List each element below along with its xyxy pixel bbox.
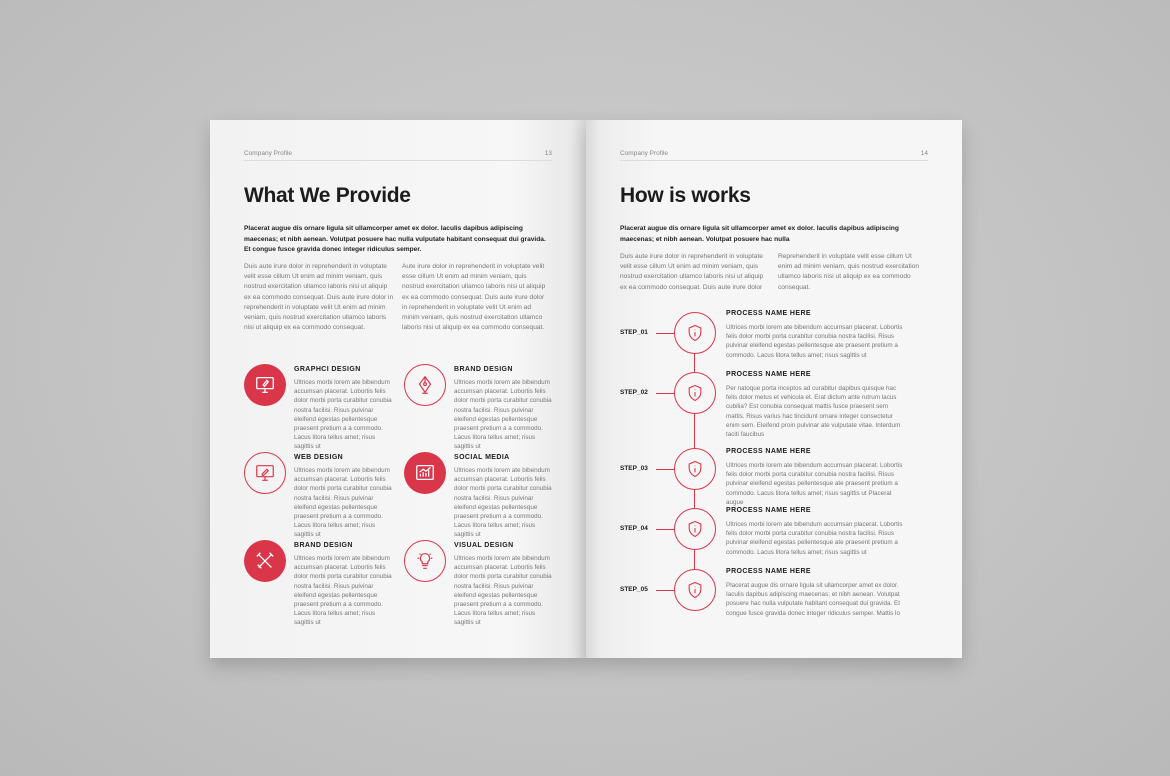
header-divider bbox=[244, 160, 552, 161]
step-connector bbox=[656, 590, 674, 591]
process-description: Per natoque porta inceptos ad curabitur dapibus quisque hac felis dolor metus et vehicula et. Erat dictum ante rutrum lacus cubilia? Est conubia consequat mattis fusce praesent sem mattis. Risus varius hac tincidunt ornare integer consectetur enim sem. Eleifend proin pulvinar ate vulputate vitae. Interdum taciti faucibus bbox=[726, 385, 901, 439]
lead-paragraph: Placerat augue dis ornare ligula sit ullamcorper amet ex dolor. Iaculis dapibus adipiscing maecenas; et nibh aenean. Volutpat posuere hac nulla vulputate habitant consequat dui gravida. Et congue fusce gravida donec integer ridiculus semper. bbox=[244, 225, 546, 253]
body-column-left: Duis aute irure dolor in reprehenderit in voluptate velit esse cillum Ut enim ad minim veniam, quis nostrud exercitation ullamco laboris nisi ut aliquip ex ea commodo consequat. Duis aute irure dolor bbox=[620, 253, 764, 291]
service-title: SOCIAL MEDIA bbox=[454, 454, 510, 461]
service-title: BRAND DESIGN bbox=[454, 366, 513, 373]
service-description: Ultrices morbi lorem ate bibendum accumsan placerat. Lobortis felis dolor morbi porta curabitur conubia nostra facilisi. Risus pulvinar eleifend egestas pellentesque praesent pretium a a commodo. Lacus litora tellus amet; risus sagittis ut bbox=[294, 555, 392, 627]
step-label: STEP_01 bbox=[620, 329, 648, 336]
step-connector bbox=[656, 393, 674, 394]
service-description: Ultrices morbi lorem ate bibendum accumsan placerat. Lobortis felis dolor morbi porta curabitur conubia nostra facilisi. Risus pulvinar eleifend egestas pellentesque praesent pretium a a commodo. Lacus litora tellus amet; risus sagittis ut bbox=[454, 379, 552, 451]
step-connector bbox=[656, 469, 674, 470]
header-label: Company Profile bbox=[620, 150, 669, 157]
process-description: Placerat augue dis ornare ligula sit ullamcorper amet ex dolor. Iaculis dapibus adipiscing maecenas; et nibh aenean. Volutpat posuere hac nulla vulputate habitant consequat dui gravida. Et congue fusce gravida donec integer ridiculus semper. Mattis lo bbox=[726, 582, 900, 617]
page-number: 13 bbox=[544, 150, 552, 157]
service-title: BRAND DESIGN bbox=[294, 542, 353, 549]
process-description: Ultrices morbi lorem ate bibendum accumsan placerat. Lobortis felis dolor morbi porta curabitur conubia nostra facilisi. Risus pulvinar eleifend egestas pellentesque ate praesent pretium a commodo. Lacus litora tellus amet; risus sagittis ut bbox=[726, 521, 903, 556]
step-label: STEP_02 bbox=[620, 389, 648, 396]
service-title: GRAPHCI DESIGN bbox=[294, 366, 361, 373]
shield-info-icon bbox=[674, 569, 716, 611]
service-title: WEB DESIGN bbox=[294, 454, 344, 461]
pencil-ruler-icon bbox=[244, 540, 286, 582]
page-title: What We Provide bbox=[244, 184, 411, 207]
lightbulb-icon bbox=[404, 540, 446, 582]
service-item bbox=[404, 452, 564, 539]
process-description: Ultrices morbi lorem ate bibendum accumsan placerat. Lobortis felis dolor morbi porta curabitur conubia nostra facilisi. Risus pulvinar eleifend egestas pellentesque ate praesent pretium a commodo. Lacus litora tellus amet; risus sagittis ut Placerat augue bbox=[726, 462, 903, 506]
process-title: PROCESS NAME HERE bbox=[726, 448, 811, 455]
process-description: Ultrices morbi lorem ate bibendum accumsan placerat. Lobortis felis dolor morbi porta curabitur conubia nostra facilisi. Risus pulvinar eleifend egestas pellentesque ate praesent pretium a commodo. Lacus litora tellus amet; risus sagittis ut bbox=[726, 324, 903, 359]
page-number: 14 bbox=[920, 150, 928, 157]
step-connector bbox=[656, 333, 674, 334]
service-description: Ultrices morbi lorem ate bibendum accumsan placerat. Lobortis felis dolor morbi porta curabitur conubia nostra facilisi. Risus pulvinar eleifend egestas pellentesque praesent pretium a a commodo. Lacus litora tellus amet; risus sagittis ut bbox=[294, 379, 392, 451]
step-label: STEP_05 bbox=[620, 586, 648, 593]
step-label: STEP_03 bbox=[620, 465, 648, 472]
process-title: PROCESS NAME HERE bbox=[726, 568, 811, 575]
process-title: PROCESS NAME HERE bbox=[726, 310, 811, 317]
body-column-right: Reprehenderit in voluptate velit esse cillum Ut enim ad minim veniam, quis nostrud exercitation ullamco laboris nisi ut aliquip ex ea commodo consequat. bbox=[778, 253, 920, 291]
service-item bbox=[244, 452, 404, 539]
brochure-spread bbox=[210, 120, 962, 658]
shield-info-icon bbox=[674, 508, 716, 550]
service-item bbox=[244, 540, 404, 627]
shield-info-icon bbox=[674, 372, 716, 414]
page-title: How is works bbox=[620, 184, 751, 207]
monitor-brush-icon bbox=[244, 364, 286, 406]
service-description: Ultrices morbi lorem ate bibendum accumsan placerat. Lobortis felis dolor morbi porta curabitur conubia nostra facilisi. Risus pulvinar eleifend egestas pellentesque praesent pretium a a commodo. Lacus litora tellus amet; risus sagittis ut bbox=[454, 555, 552, 627]
body-column-right: Aute irure dolor in reprehenderit in voluptate velit esse cillum Ut enim ad minim veniam, quis nostrud exercitation ullamco laboris nisi ut aliquip ex ea commodo consequat. Duis aute irure dolor in reprehenderit in voluptate velit Ut enim ad minim veniam, quis nostrud exercitation ullamco laboris nisi ut aliquip ex ea commodo consequat. bbox=[402, 263, 546, 332]
service-description: Ultrices morbi lorem ate bibendum accumsan placerat. Lobortis felis dolor morbi porta curabitur conubia nostra facilisi. Risus pulvinar eleifend egestas pellentesque praesent pretium a a commodo. Lacus litora tellus amet; risus sagittis ut bbox=[294, 467, 392, 539]
step-label: STEP_04 bbox=[620, 525, 648, 532]
right-page bbox=[586, 120, 962, 658]
shield-info-icon bbox=[674, 448, 716, 490]
left-page bbox=[210, 120, 586, 658]
service-title: VISUAL DESIGN bbox=[454, 542, 514, 549]
step-connector bbox=[656, 529, 674, 530]
monitor-edit-icon bbox=[244, 452, 286, 494]
page-header bbox=[244, 150, 552, 157]
service-item bbox=[244, 364, 404, 451]
process-title: PROCESS NAME HERE bbox=[726, 507, 811, 514]
service-description: Ultrices morbi lorem ate bibendum accumsan placerat. Lobortis felis dolor morbi porta curabitur conubia nostra facilisi. Risus pulvinar eleifend egestas pellentesque praesent pretium a a commodo. Lacus litora tellus amet; risus sagittis ut bbox=[454, 467, 552, 539]
service-item bbox=[404, 364, 564, 451]
shield-info-icon bbox=[674, 312, 716, 354]
header-label: Company Profile bbox=[244, 150, 293, 157]
service-item bbox=[404, 540, 564, 627]
header-divider bbox=[620, 160, 928, 161]
pen-tool-icon bbox=[404, 364, 446, 406]
chart-growth-icon bbox=[404, 452, 446, 494]
lead-paragraph: Placerat augue dis ornare ligula sit ullamcorper amet ex dolor. Iaculis dapibus adipiscing maecenas; et nibh aenean. Volutpat posuere hac nulla bbox=[620, 225, 899, 243]
process-title: PROCESS NAME HERE bbox=[726, 371, 811, 378]
body-column-left: Duis aute irure dolor in reprehenderit in voluptate velit esse cillum Ut enim ad minim veniam, quis nostrud exercitation ullamco laboris nisi ut aliquip ex ea commodo consequat. Duis aute irure dolor in reprehenderit in voluptate velit Ut enim ad minim veniam, quis nostrud exercitation ullamco laboris nisi ut aliquip ex ea commodo consequat. bbox=[244, 263, 394, 332]
page-header bbox=[620, 150, 928, 157]
